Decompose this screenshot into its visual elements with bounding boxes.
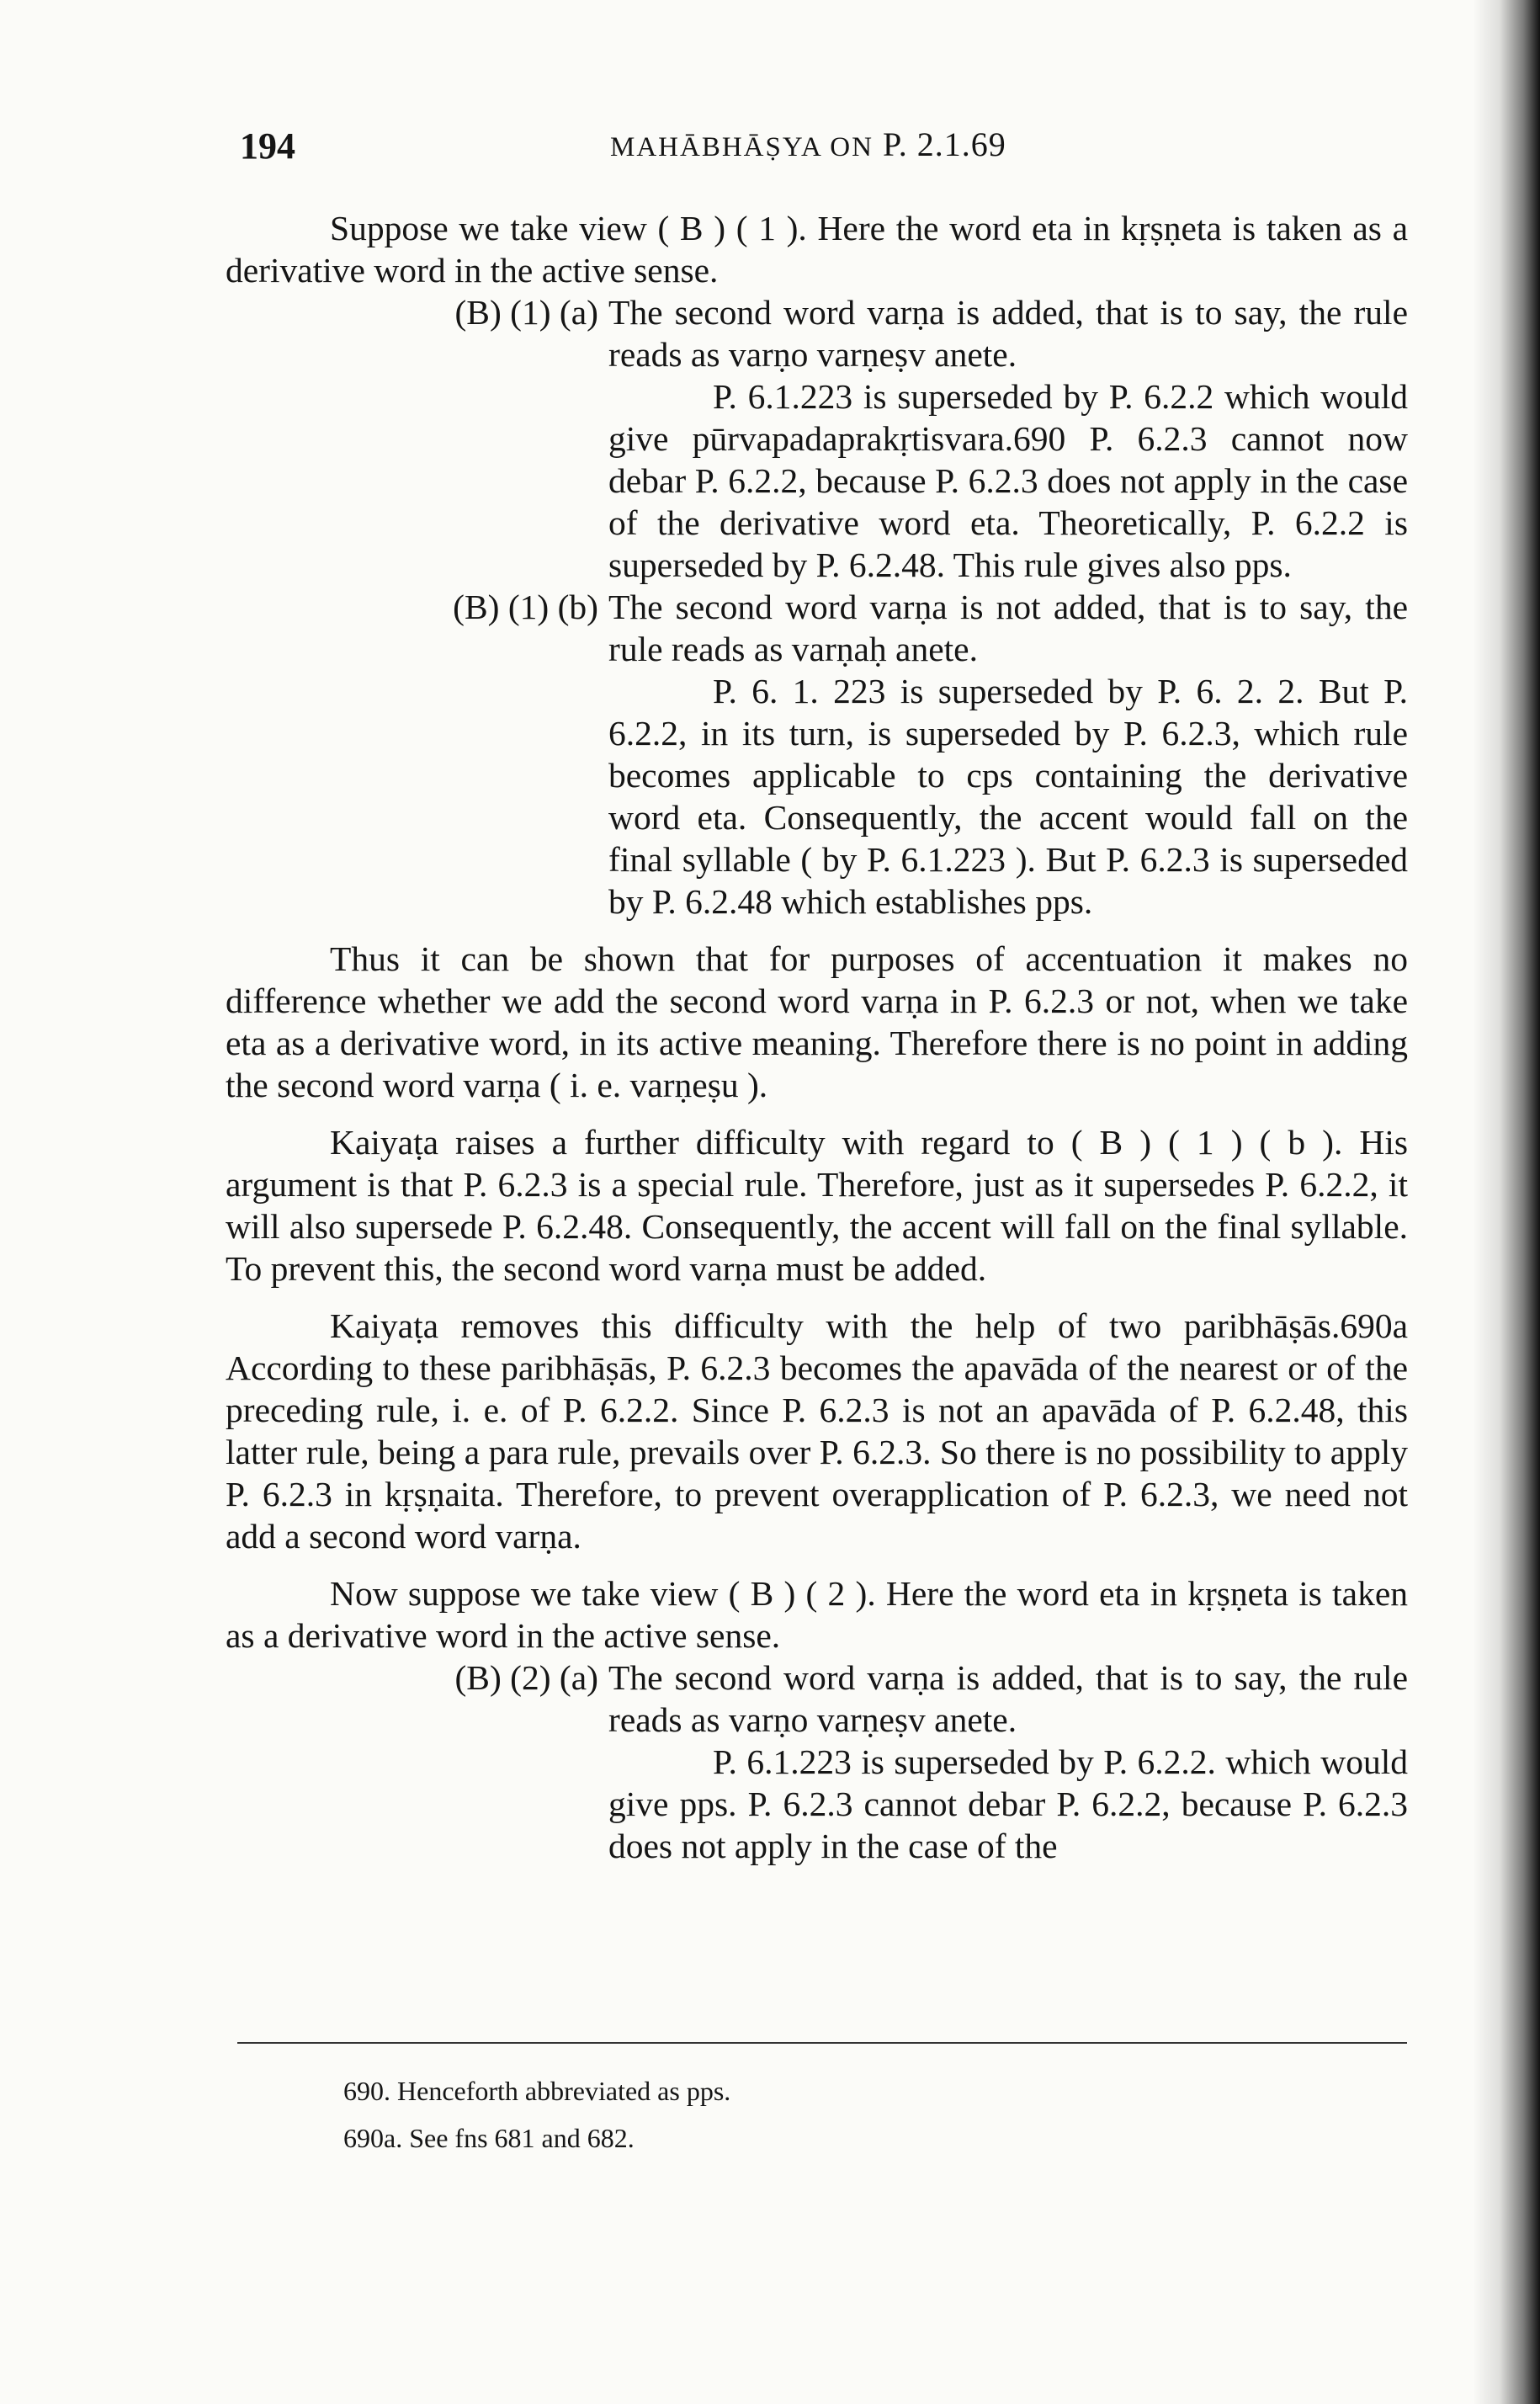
case-b1b (226, 586, 1408, 670)
footnote-690a: 690a. See fns 681 and 682. (343, 2123, 635, 2153)
case-b2a-discussion (226, 1741, 1408, 1867)
running-head-title: MAHĀBHĀṢYA ON (610, 132, 874, 162)
page-edge-shadow (1473, 0, 1540, 2404)
paragraph-view-b1: Suppose we take view ( B ) ( 1 ). Here the word eta in kṛṣṇeta is taken as a derivative word in the active sense. (226, 209, 1408, 290)
running-head (610, 125, 1006, 164)
case-b1b-discussion (226, 670, 1408, 923)
case-label: (B) (1) (a) (454, 293, 598, 332)
case-statement: The second word varṇa is not added, that is to say, the rule reads as varṇaḥ anete. (608, 588, 1408, 668)
case-statement: The second word varṇa is added, that is to say, the rule reads as varṇo varṇeṣv anete. (608, 1658, 1408, 1739)
page-header (240, 125, 1401, 175)
case-b1a (226, 291, 1408, 375)
main-text (226, 207, 1408, 1867)
paragraph-kaiyata-difficulty: Kaiyaṭa raises a further difficulty with regard to ( B ) ( 1 ) ( b ). His argument is that P. 6.2.3 is a special rule. Therefore, just as it supersedes P. 6.2.2, it will also supersede P. 6.2.48. Consequently, the accent will fall on the final syllable. To prevent this, the second word varṇa must be added. (226, 1123, 1408, 1288)
case-discussion: P. 6.1.223 is superseded by P. 6.2.2 which would give pūrvapadaprakṛtisvara.690 P. 6.2.3 cannot now debar P. 6.2.2, because P. 6.2.3 does not apply in the case of the derivative word eta. Theoretically, P. 6.2.2 is superseded by P. 6.2.48. This rule gives also pps. (608, 377, 1408, 584)
running-head-ref: P. 2.1.69 (882, 125, 1006, 163)
case-statement: The second word varṇa is added, that is to say, the rule reads as varṇo varṇeṣv anete. (608, 293, 1408, 374)
paragraph-conclusion: Thus it can be shown that for purposes of accentuation it makes no difference whether we add the second word varṇa in P. 6.2.3 or not, when we take eta as a derivative word, in its active meaning. Therefore there is no point in adding the second word varṇa ( i. e. varṇeṣu ). (226, 939, 1408, 1104)
case-label: (B) (1) (b) (453, 588, 598, 626)
footnotes (343, 2067, 730, 2162)
page-number: 194 (240, 125, 295, 167)
case-discussion: P. 6.1.223 is superseded by P. 6.2.2. which would give pps. P. 6.2.3 cannot debar P. 6.2.2, because P. 6.2.3 does not apply in the case of the (608, 1742, 1408, 1865)
case-b1a-discussion (226, 375, 1408, 586)
case-discussion: P. 6. 1. 223 is superseded by P. 6. 2. 2. But P. 6.2.2, in its turn, is superseded by P. 6.2.3, which rule becomes applicable to cps containing the derivative word eta. Consequently, the accent would fall on the final syllable ( by P. 6.1.223 ). But P. 6.2.3 is superseded by P. 6.2.48 which establishes pps. (608, 672, 1408, 921)
paragraph-view-b2: Now suppose we take view ( B ) ( 2 ). Here the word eta in kṛṣṇeta is taken as a derivative word in the active sense. (226, 1574, 1408, 1655)
footnote-divider (237, 2042, 1407, 2044)
case-label: (B) (2) (a) (454, 1658, 598, 1697)
paragraph-kaiyata-solution: Kaiyaṭa removes this difficulty with the help of two paribhāṣās.690a According to these paribhāṣās, P. 6.2.3 becomes the apavāda of the nearest or of the preceding rule, i. e. of P. 6.2.2. Since P. 6.2.3 is not an apavāda of P. 6.2.48, this latter rule, being a para rule, prevails over P. 6.2.3. So there is no possibility to apply P. 6.2.3 in kṛṣṇaita. Therefore, to prevent overapplication of P. 6.2.3, we need not add a second word varṇa. (226, 1306, 1408, 1556)
footnote-690: 690. Henceforth abbreviated as pps. (343, 2076, 731, 2106)
case-b2a (226, 1657, 1408, 1741)
